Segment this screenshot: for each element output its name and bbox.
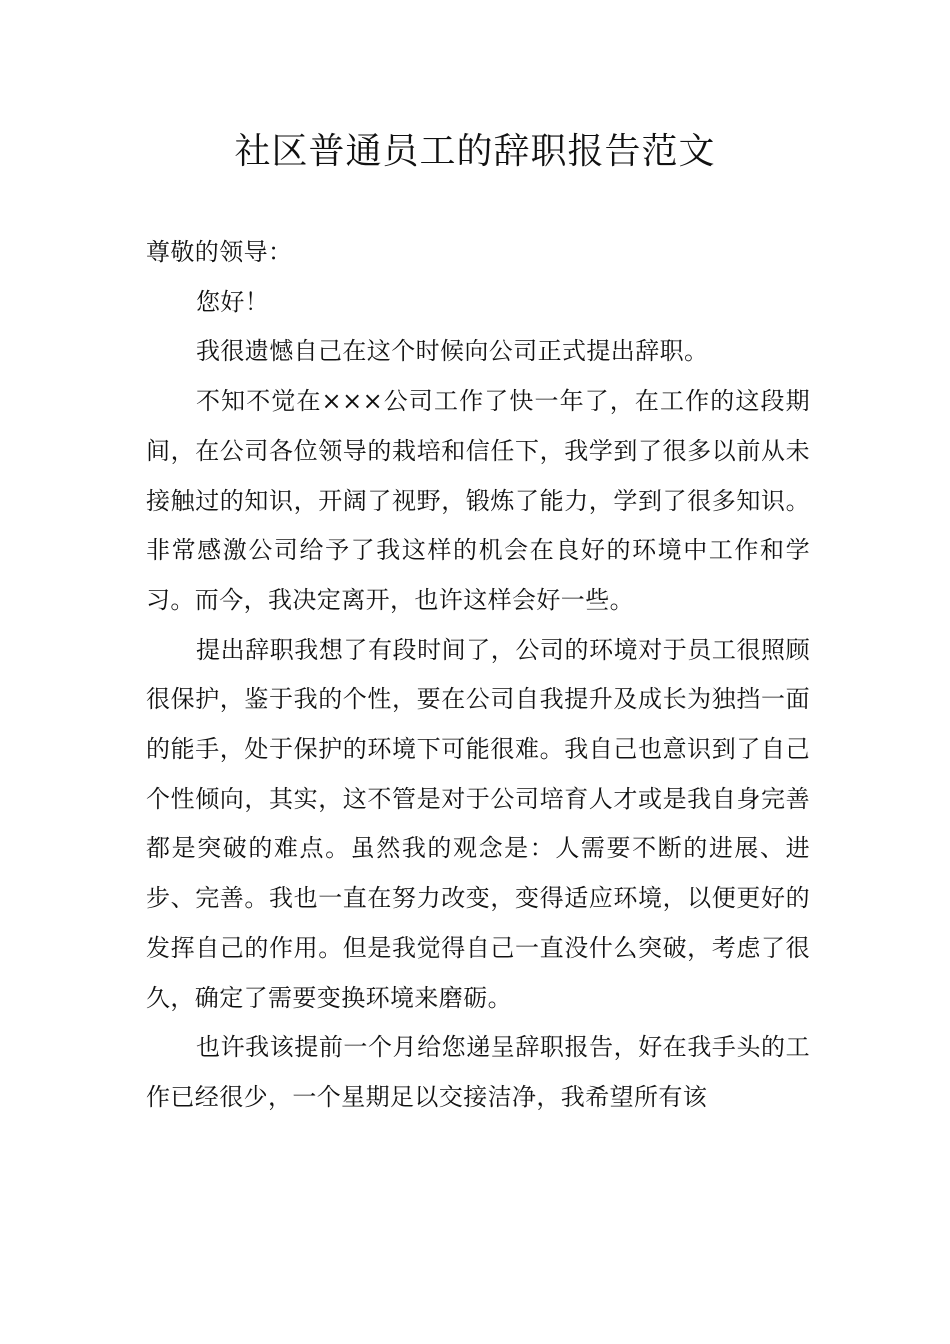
document-body — [146, 228, 810, 1123]
salutation: 尊敬的领导： — [146, 238, 293, 266]
paragraph-gratitude: 不知不觉在×××公司工作了快一年了，在工作的这段期间，在公司各位领导的栽培和信任下，我学到了很多以前从未接触过的知识，开阔了视野，锻炼了能力，学到了很多知识。非常感激公司给予了我这样的机会在良好的环境中工作和学习。而今，我决定离开，也许这样会好一些。 — [146, 387, 810, 614]
paragraph-handover: 也许我该提前一个月给您递呈辞职报告，好在我手头的工作已经很少，一个星期足以交接洁净，我希望所有该 — [146, 1033, 810, 1111]
paragraph-greeting: 您好！ — [196, 287, 270, 316]
document-title: 社区普通员工的辞职报告范文 — [234, 131, 716, 172]
paragraph-intent: 我很遗憾自己在这个时候向公司正式提出辞职。 — [196, 337, 709, 366]
paragraph-reasons: 提出辞职我想了有段时间了，公司的环境对于员工很照顾很保护，鉴于我的个性，要在公司自我提升及成长为独挡一面的能手，处于保护的环境下可能很难。我自己也意识到了自己个性倾向，其实，这不管是对于公司培育人才或是我自身完善都是突破的难点。虽然我的观念是：人需要不断的进展、进步、完善。我也一直在努力改变，变得适应环境，以便更好的发挥自己的作用。但是我觉得自己一直没什么突破，考虑了很久，确定了需要变换环境来磨砺。 — [146, 635, 810, 1012]
